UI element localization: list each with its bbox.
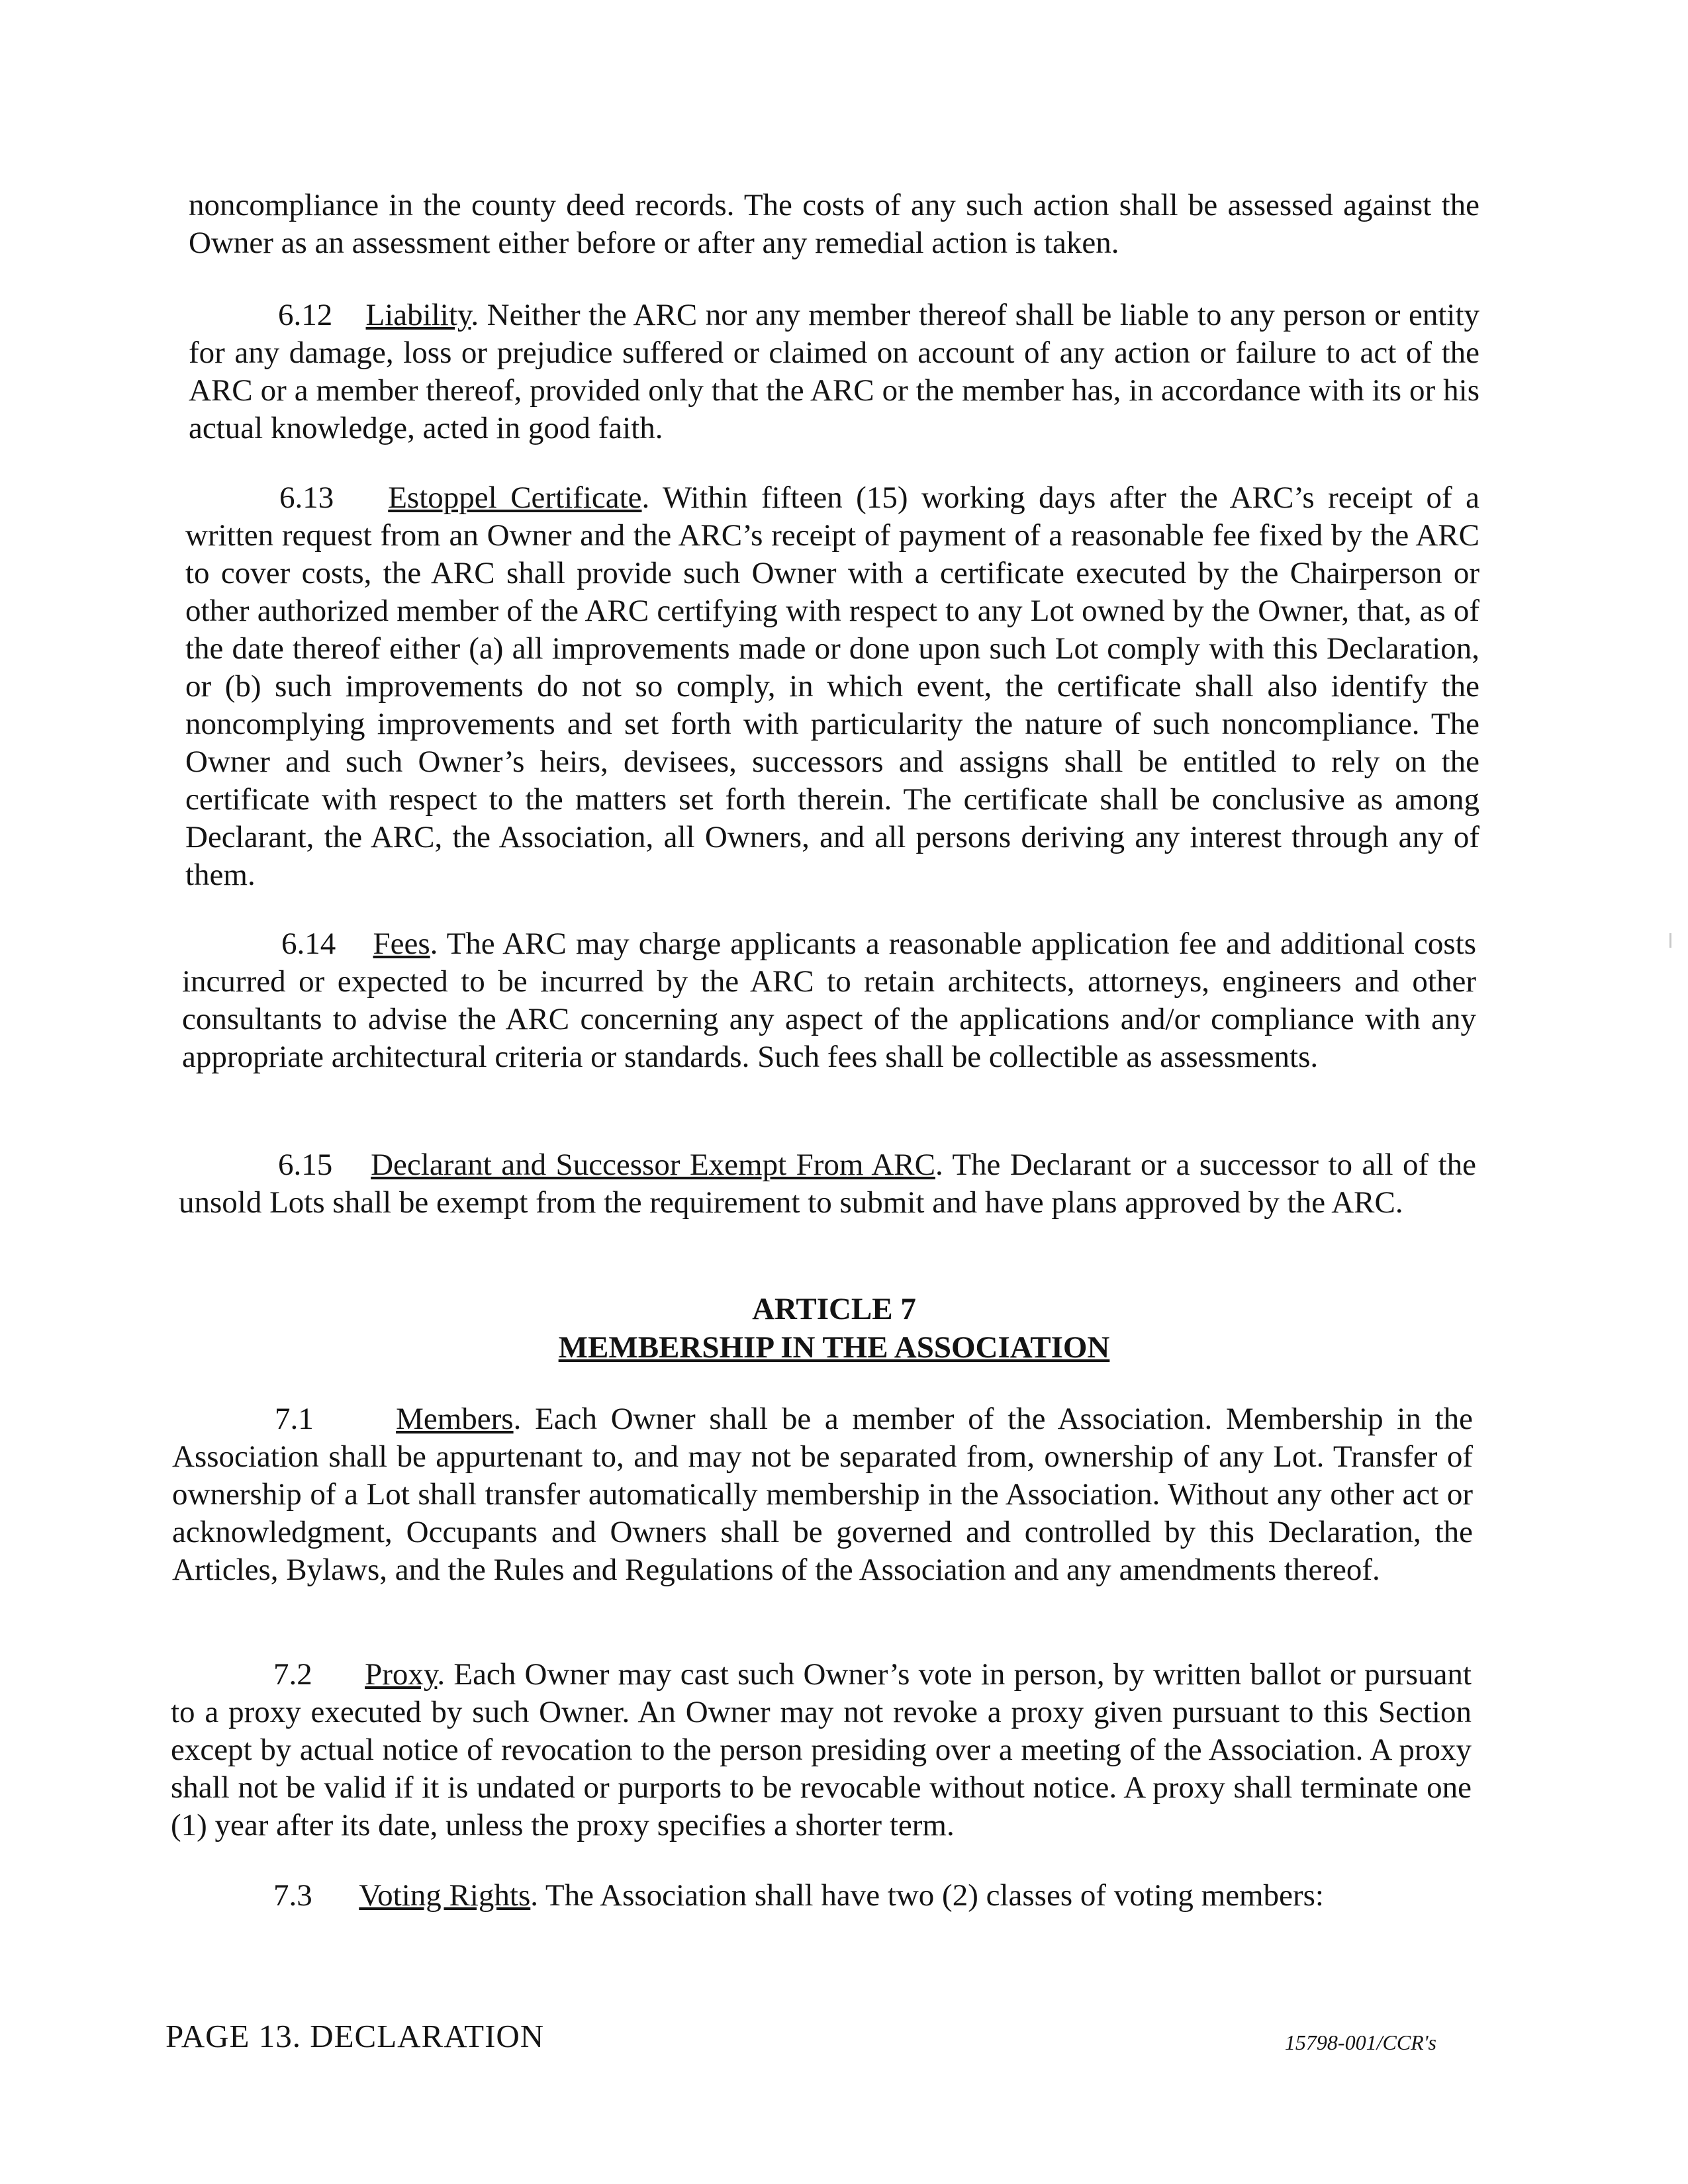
section-body: . Each Owner may cast such Owner’s vote in person, by written ballot or pursuant to a proxy executed by such Owner. An Owner may not revoke a proxy given pursuant to this Section except by actual notice of revocation to the person presiding over a meeting of the Association. A proxy shall not be valid if it is undated or purports to be revocable without notice. A proxy shall terminate one (1) year after its date, unless the proxy specifies a shorter term.: [171, 1657, 1472, 1843]
section-number: 6.12: [278, 298, 333, 332]
section-title: Voting Rights: [359, 1878, 531, 1913]
section-7-3: [171, 1877, 1472, 1915]
footer-page-label: PAGE 13. DECLARATION: [165, 2018, 545, 2054]
section-number: 7.3: [273, 1878, 312, 1913]
section-6-14: [182, 925, 1476, 1076]
section-body: . Each Owner shall be a member of the Association. Membership in the Association shall be appurtenant to, and may not be separated from, ownership of any Lot. Transfer of ownership of a Lot shall transfer automatically membership in the Association. Without any other act or acknowledgment, Occupants and Owners shall be governed and controlled by this Declaration, the Articles, Bylaws, and the Rules and Regulations of the Association and any amendments thereof.: [172, 1402, 1473, 1587]
section-title: Proxy: [365, 1657, 438, 1692]
section-title: Members: [396, 1402, 514, 1436]
section-6-15: [179, 1146, 1476, 1222]
section-7-1: [172, 1400, 1473, 1589]
section-title: Estoppel Certificate: [388, 480, 642, 515]
section-number: 6.15: [278, 1148, 333, 1182]
article-number-heading: ARTICLE 7: [752, 1292, 916, 1326]
section-title: Declarant and Successor Exempt From ARC: [371, 1148, 935, 1182]
continuation-paragraph: noncompliance in the county deed records. The costs of any such action shall be assessed against the Owner as an assessment either before or after any remedial action is taken.: [189, 188, 1479, 260]
section-6-12: [189, 296, 1479, 447]
footer-doc-code: 15798-001/CCR's: [1284, 2030, 1436, 2054]
article-title-heading: [172, 1329, 1496, 1367]
section-body: . The Association shall have two (2) classes of voting members:: [530, 1878, 1324, 1913]
section-number: 6.14: [281, 927, 336, 961]
article-title: MEMBERSHIP IN THE ASSOCIATION: [558, 1330, 1110, 1365]
section-number: 6.13: [279, 480, 334, 515]
section-body: . The ARC may charge applicants a reasonable application fee and additional costs incurred or expected to be incurred by the ARC to retain architects, attorneys, engineers and other consultants to advise the ARC concerning any aspect of the applications and/or compliance with any appropriate architectural criteria or standards. Such fees shall be collectible as assessments.: [182, 927, 1476, 1074]
section-body: . Neither the ARC nor any member thereof shall be liable to any person or entity for any damage, loss or prejudice suffered or claimed on account of any action or failure to act of the ARC or a member thereof, provided only that the ARC or the member has, in accordance with its or his actual knowledge, acted in good faith.: [189, 298, 1480, 445]
section-number: 7.2: [273, 1657, 312, 1692]
section-title: Fees: [373, 927, 430, 961]
section-body: . Within fifteen (15) working days after the ARC’s receipt of a written request from an Owner and the ARC’s receipt of payment of a reasonable fee fixed by the ARC to cover costs, the ARC shall provide such Owner with a certificate executed by the Chairperson or other authorized member of the ARC certifying with respect to any Lot owned by the Owner, that, as of the date thereof either (a) all improvements made or done upon such Lot comply with this Declaration, or (b) such improvements do not so comply, in which event, the certificate shall also identify the noncomplying improvements and set forth with particularity the nature of such noncompliance. The Owner and such Owner’s heirs, devisees, successors and assigns shall be entitled to rely on the certificate with respect to the matters set forth therein. The certificate shall be conclusive as among Declarant, the ARC, the Association, all Owners, and all persons deriving any interest through any of them.: [185, 480, 1479, 892]
section-7-2: [171, 1656, 1472, 1844]
section-title: Liability: [365, 298, 471, 332]
scan-margin-mark: [1669, 933, 1671, 948]
section-body: . The Declarant or a successor to all of the unsold Lots shall be exempt from the requirement to submit and have plans approved by the ARC.: [179, 1148, 1476, 1220]
section-6-13: [185, 479, 1479, 894]
section-number: 7.1: [275, 1402, 314, 1436]
